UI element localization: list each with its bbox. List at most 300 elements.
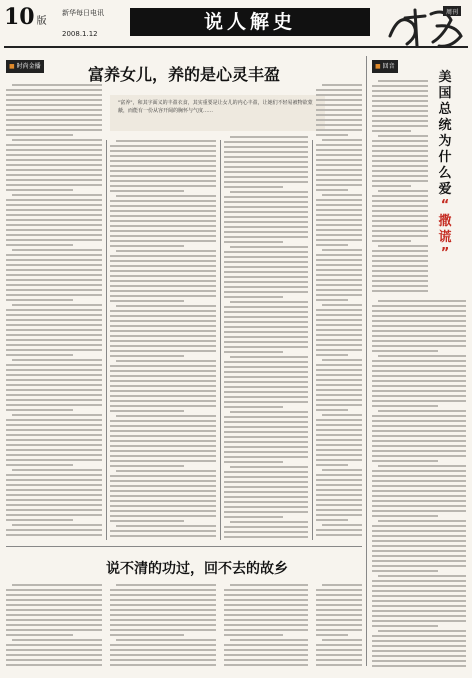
text-line [372,345,466,347]
text-line [316,134,348,136]
text-line [6,419,102,421]
text-line [316,124,362,126]
text-line [110,335,216,337]
text-line [110,510,216,512]
text-line [224,286,308,288]
text-line [6,254,102,256]
column-tag-left-label: 时尚金播 [16,63,41,70]
text-line [6,409,73,411]
text-line [372,655,466,657]
text-line [378,80,428,82]
text-line [110,200,216,202]
text-line [110,604,216,606]
text-line [12,469,102,471]
vertical-headline-glyph: 国 [438,86,452,101]
text-line [372,320,466,322]
text-line [6,239,102,241]
text-line [12,639,102,641]
text-line [316,244,348,246]
text-line [372,125,428,127]
text-line [6,514,102,516]
text-line [316,494,362,496]
text-line [6,89,102,91]
text-line [372,335,466,337]
text-line [316,119,362,121]
vertical-headline-glyph: 撒 [438,214,452,229]
text-line [372,660,466,662]
text-line [110,480,216,482]
text-line [316,329,362,331]
text-line [316,644,362,646]
text-line [372,545,466,547]
text-line [224,476,308,478]
text-line [316,374,362,376]
text-line [6,339,102,341]
text-line [372,85,428,87]
text-line [110,664,216,666]
vertical-headline-glyph: 什 [438,150,452,165]
text-line [6,189,73,191]
text-line [110,355,184,357]
text-line [372,420,466,422]
text-line [230,411,308,413]
text-line [116,639,216,641]
text-line [6,349,102,351]
text-line [230,521,308,523]
vertical-headline-glyph: ” [440,246,450,261]
text-line [316,164,362,166]
text-line [224,416,308,418]
text-line [224,371,308,373]
text-line [372,415,466,417]
text-line [372,210,428,212]
text-line [110,390,216,392]
text-line [116,305,216,307]
text-line [372,340,466,342]
text-line [372,570,438,572]
column-tag-right: ■ 回音 [372,60,398,73]
text-line [6,354,73,356]
text-line [6,324,102,326]
text-line [224,151,308,153]
text-line [110,215,216,217]
text-line [110,450,216,452]
text-line [12,194,102,196]
text-line [316,439,362,441]
text-line [372,365,466,367]
text-line [110,180,216,182]
text-line [110,205,216,207]
text-line [316,159,362,161]
text-line [224,461,283,463]
text-line [110,455,216,457]
text-line [372,350,438,352]
text-line [6,464,73,466]
text-line [6,609,102,611]
text-line [6,659,102,661]
body-column-2 [110,140,216,540]
text-line [316,394,362,396]
text-line [6,504,102,506]
text-line [316,499,362,501]
text-line [6,444,102,446]
text-line [110,405,216,407]
text-line [6,109,102,111]
text-line [110,520,184,522]
text-line [110,365,216,367]
text-line [224,511,308,513]
text-line [316,324,362,326]
text-line [372,470,466,472]
text-line [224,421,308,423]
text-line [378,135,428,137]
text-line [316,89,362,91]
text-line [316,264,362,266]
text-line [6,169,102,171]
text-line [372,400,466,402]
text-line [372,525,466,527]
text-line [316,199,362,201]
vertical-headline-glyph: 统 [438,118,452,133]
text-line [316,634,348,636]
text-line [316,514,362,516]
text-line [6,394,102,396]
body-column-7 [6,584,102,669]
text-line [6,484,102,486]
text-line [230,356,308,358]
text-line [110,430,216,432]
text-line [110,340,216,342]
text-line [6,399,102,401]
text-line [224,271,308,273]
text-line [322,84,362,86]
text-line [110,644,216,646]
text-line [372,115,428,117]
text-line [316,204,362,206]
text-line [6,319,102,321]
text-line [6,314,102,316]
text-line [110,505,216,507]
text-line [110,210,216,212]
text-line [372,305,466,307]
text-line [224,536,308,538]
text-line [372,265,428,267]
text-line [372,215,428,217]
text-line [6,259,102,261]
vertical-headline-glyph: 总 [438,102,452,117]
text-line [316,404,362,406]
text-line [316,389,362,391]
vertical-headline [432,70,458,262]
body-column-4 [316,84,362,539]
text-line [224,166,308,168]
text-line [12,359,102,361]
text-line [6,489,102,491]
text-line [372,565,466,567]
text-line [316,259,362,261]
main-headline: 富养女儿，养的是心灵丰盈 [88,65,281,84]
text-line [110,345,216,347]
text-line [372,325,466,327]
text-line [322,584,362,586]
text-line [316,354,348,356]
text-line [110,255,216,257]
text-line [110,649,216,651]
text-line [372,250,428,252]
text-line [372,220,428,222]
text-line [6,344,102,346]
text-line [224,256,308,258]
text-line [110,160,216,162]
text-line [372,645,466,647]
text-line [372,640,466,642]
text-line [6,529,102,531]
masthead [0,0,472,50]
text-line [224,206,308,208]
text-line [372,445,466,447]
text-line [316,484,362,486]
text-line [6,174,102,176]
text-line [110,275,216,277]
text-line [110,460,216,462]
text-line [110,320,216,322]
text-line [372,230,428,232]
text-line [116,470,216,472]
text-line [224,326,308,328]
text-line [6,439,102,441]
text-line [110,300,184,302]
text-line [372,460,438,462]
text-line [224,426,308,428]
text-line [110,285,216,287]
text-line [110,614,216,616]
text-line [372,95,428,97]
text-line [224,594,308,596]
text-line [110,530,216,532]
bottom-headline: 说不清的功过，回不去的故乡 [106,561,288,577]
text-line [372,235,428,237]
text-line [224,506,308,508]
text-line [6,209,102,211]
text-line [316,614,362,616]
text-line [110,170,216,172]
text-line [110,634,184,636]
text-line [372,360,466,362]
text-line [316,109,362,111]
text-line [224,361,308,363]
text-line [224,211,308,213]
text-line [6,619,102,621]
text-line [322,139,362,141]
text-line [6,509,102,511]
text-line [6,664,102,666]
text-line [224,296,283,298]
text-line [316,189,348,191]
text-line [110,385,216,387]
text-line [6,494,102,496]
text-line [372,205,428,207]
text-line [372,665,466,667]
text-line [316,399,362,401]
text-line [224,526,308,528]
text-line [372,440,466,442]
text-line [224,221,308,223]
text-line [316,509,362,511]
vertical-headline-glyph: 么 [438,166,452,181]
text-line [224,599,308,601]
text-line [6,654,102,656]
text-line [224,241,283,243]
text-line [316,489,362,491]
text-line [372,605,466,607]
text-line [378,355,466,357]
text-line [224,376,308,378]
text-line [372,310,466,312]
text-line [372,580,466,582]
text-line [110,465,184,467]
vertical-headline-glyph: 美 [438,70,452,85]
text-line [316,214,362,216]
text-line [372,280,428,282]
text-line [372,490,466,492]
text-line [116,584,216,586]
text-line [224,316,308,318]
text-line [224,471,308,473]
text-line [316,599,362,601]
text-line [110,420,216,422]
text-line [6,164,102,166]
text-line [372,110,428,112]
text-line [316,659,362,661]
text-line [110,410,184,412]
text-line [322,414,362,416]
text-line [224,614,308,616]
text-line [316,459,362,461]
text-line [6,119,102,121]
text-line [316,154,362,156]
text-line [372,100,428,102]
text-line [6,404,102,406]
text-line [224,276,308,278]
text-line [316,419,362,421]
text-line [372,170,428,172]
text-line [316,424,362,426]
text-line [110,165,216,167]
text-line [224,589,308,591]
text-line [372,540,466,542]
text-line [110,400,216,402]
text-line [6,379,102,381]
text-line [230,301,308,303]
text-line [372,430,466,432]
text-line [224,391,308,393]
text-line [372,600,466,602]
text-line [6,474,102,476]
text-line [12,414,102,416]
calligraphy-logo [385,6,465,50]
text-line [224,619,308,621]
text-line [6,114,102,116]
text-line [224,291,308,293]
text-line [316,144,362,146]
text-line [316,434,362,436]
text-line [316,174,362,176]
text-line [316,589,362,591]
text-line [372,385,466,387]
column-rule [366,56,367,666]
body-column-10 [316,584,362,669]
text-line [316,279,362,281]
page-number-value: 10 [4,4,35,30]
text-line [6,534,102,536]
text-line [110,435,216,437]
text-line [372,240,411,242]
text-line [110,325,216,327]
text-line [110,220,216,222]
text-line [224,281,308,283]
text-line [372,155,428,157]
text-line [224,341,308,343]
text-line [316,149,362,151]
text-line [6,204,102,206]
text-line [6,459,102,461]
text-line [224,266,308,268]
text-line [372,555,466,557]
vertical-headline-glyph: 爱 [438,182,452,197]
text-line [224,171,308,173]
text-line [6,279,102,281]
text-line [224,181,308,183]
text-line [316,344,362,346]
text-line [224,141,308,143]
text-line [316,664,362,666]
text-line [316,314,362,316]
text-line [224,516,283,518]
text-line [110,175,216,177]
text-line [6,629,102,631]
body-column-8 [110,584,216,669]
text-line [110,350,216,352]
text-line [372,510,466,512]
text-line [6,124,102,126]
text-line [372,175,428,177]
body-column-5 [372,80,428,295]
text-line [372,590,466,592]
text-line [372,650,466,652]
text-line [224,431,308,433]
text-line [6,99,102,101]
text-line [372,145,428,147]
text-line [224,451,308,453]
text-line [110,515,216,517]
text-line [372,475,466,477]
text-line [6,364,102,366]
pull-quote-text: "富养"，和其字面义的丰盈衣食，其实重要是让女儿的内心丰盈，让她们不轻易被物欲蒙蔽，而能有一份从容开阔的胸怀与气度…… [118,100,313,114]
text-line [372,530,466,532]
text-line [316,219,362,221]
text-line [322,359,362,361]
text-line [6,299,73,301]
text-line [116,195,216,197]
text-line [230,639,308,641]
text-line [110,155,216,157]
text-line [116,360,216,362]
text-line [224,216,308,218]
text-line [316,129,362,131]
text-line [372,405,438,407]
text-line [230,584,308,586]
text-line [316,474,362,476]
